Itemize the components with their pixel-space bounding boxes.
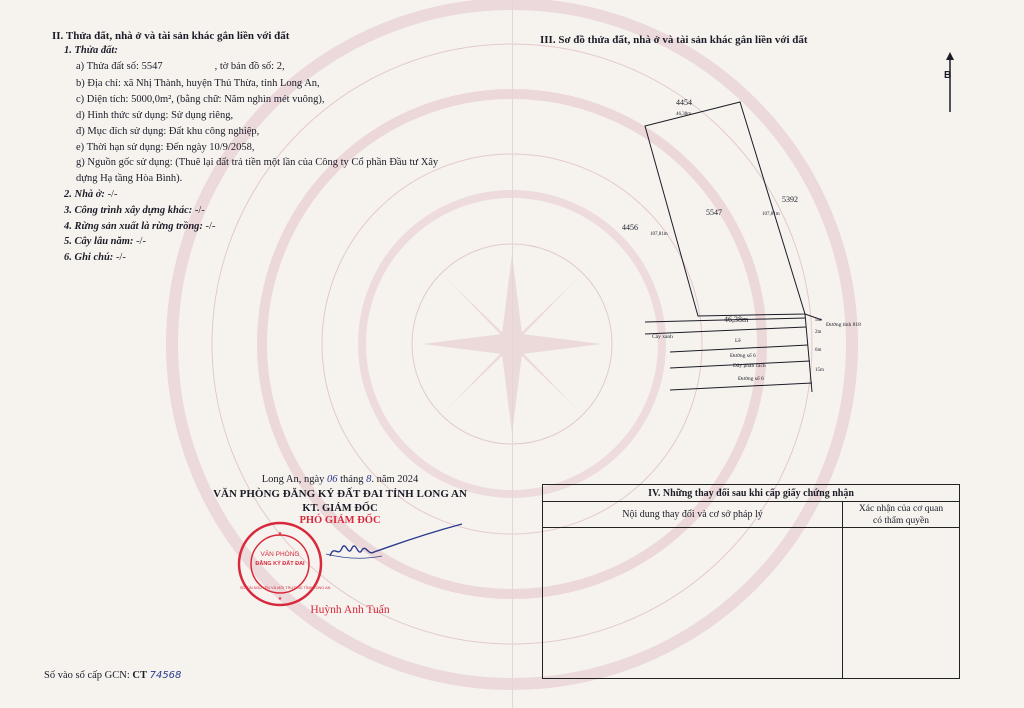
dim-left: 107,81m (650, 232, 668, 237)
divider-label: Dãy phân cách (733, 363, 766, 369)
changes-content-column (543, 502, 843, 678)
registry-label: Số vào sổ cấp GCN: (44, 670, 130, 681)
forest-value: -/- (202, 221, 216, 232)
parcel-number (76, 61, 285, 72)
section-3-title: III. Sơ đồ thửa đất, nhà ở và tài sản khác gắn liền với đất (540, 34, 808, 46)
trees-label: 5. Cây lâu năm: (64, 236, 134, 247)
official-stamp (236, 520, 331, 608)
purpose: đ) Mục đích sử dụng: Đất khu công nghiệp, (76, 126, 260, 137)
registry-number: 74568 (149, 670, 182, 681)
parcel-main-number: 5547 (706, 208, 722, 217)
section-4-title: IV. Những thay đổi sau khi cấp giấy chứng nhận (543, 485, 959, 502)
section-2-title: II. Thửa đất, nhà ở và tài sản khác gắn liền với đất (52, 30, 290, 42)
office-name: VĂN PHÒNG ĐĂNG KÝ ĐẤT ĐAI TỈNH LONG AN (213, 488, 467, 500)
road6-b-label: Đường số 6 (738, 376, 764, 382)
notes-label: 6. Ghi chú: (64, 252, 114, 263)
sidewalk-label: Lề (735, 338, 741, 344)
parcel-right-number: 5392 (782, 195, 798, 204)
parcel-top-number: 4454 (676, 98, 692, 107)
width-2: 2m (815, 330, 822, 335)
date-day: 06 (327, 474, 338, 485)
svg-text:★: ★ (277, 596, 283, 602)
stamp-text-1: VĂN PHÒNG (260, 551, 300, 558)
trees-value: -/- (133, 236, 146, 247)
center-fold (512, 0, 513, 708)
month-prefix: tháng (340, 474, 364, 485)
construction-row (64, 205, 205, 216)
registry-prefix: CT (132, 670, 147, 681)
forest-row (64, 221, 215, 232)
stamp-text-2: ĐĂNG KÝ ĐẤT ĐAI (255, 561, 305, 567)
dim-right: 107,81m (762, 212, 780, 217)
north-label: B (944, 70, 952, 81)
road-province-label: Đường tỉnh 818 (826, 322, 861, 328)
trees-row (64, 236, 146, 247)
notes-row (64, 252, 126, 263)
house-row (64, 189, 117, 200)
authority-line-2: có thẩm quyền (873, 516, 929, 526)
authority-line-1: Xác nhận của cơ quan (858, 504, 944, 514)
use-form: d) Hình thức sử dụng: Sử dụng riêng, (76, 110, 234, 121)
parcel-outline (645, 102, 805, 316)
house-label: 2. Nhà ở: (64, 189, 105, 200)
land-heading: 1. Thửa đất: (64, 45, 118, 56)
origin-line-1: g) Nguồn gốc sử dụng: (Thuê lại đất trả tiền một lần của Công ty Cổ phần Đầu tư Xây (76, 157, 439, 168)
signer-name: Huỳnh Anh Tuấn (310, 604, 390, 616)
dim-bottom: 46,38m (724, 315, 749, 324)
stamp-ring-text: SỞ TÀI NGUYÊN VÀ MÔI TRƯỜNG TỈNH LONG AN (240, 586, 331, 590)
north-arrow-icon (944, 52, 956, 114)
date-prefix: Long An, ngày (261, 474, 325, 485)
changes-table (542, 484, 960, 679)
width-4: 15m (815, 368, 824, 373)
dim-top: 46,38m (676, 112, 692, 117)
kt-director: KT. GIÁM ĐỐC (302, 503, 378, 514)
map-sheet-label: , tờ bản đồ số: 2, (214, 61, 285, 72)
deputy-director: PHÓ GIÁM ĐỐC (299, 515, 381, 526)
parcel-left-number: 4456 (622, 223, 638, 232)
construction-label: 3. Công trình xây dựng khác: (64, 205, 193, 216)
handwritten-signature (322, 518, 472, 568)
construction-value: -/- (192, 205, 205, 216)
date-month: 8 (366, 474, 372, 485)
house-value: -/- (104, 189, 118, 200)
parcel-number-label: a) Thửa đất số: 5547 (76, 61, 163, 72)
column-header-authority (843, 502, 959, 528)
svg-text:★: ★ (277, 531, 283, 537)
date-year: năm 2024 (376, 474, 419, 485)
width-1: 5m (815, 318, 822, 323)
registry-row (44, 670, 181, 681)
address: b) Địa chỉ: xã Nhị Thành, huyện Thủ Thừa, tỉnh Long An, (76, 78, 320, 89)
column-header-content: Nội dung thay đổi và cơ sở pháp lý (543, 502, 842, 528)
origin-line-2: dựng Hạ tầng Hòa Bình). (76, 173, 183, 184)
road6-a-label: Đường số 6 (730, 353, 756, 359)
width-3: 6m (815, 348, 822, 353)
area: c) Diện tích: 5000,0m², (bằng chữ: Năm nghìn mét vuông), (76, 94, 325, 105)
sign-date: Long An, ngày 06 tháng 8. năm 2024 (261, 474, 419, 485)
forest-label: 4. Rừng sản xuất là rừng trồng: (64, 221, 203, 232)
notes-value: -/- (113, 252, 126, 263)
tree-strip-label: Cây xanh (652, 334, 673, 340)
term: e) Thời hạn sử dụng: Đến ngày 10/9/2058, (76, 142, 255, 153)
